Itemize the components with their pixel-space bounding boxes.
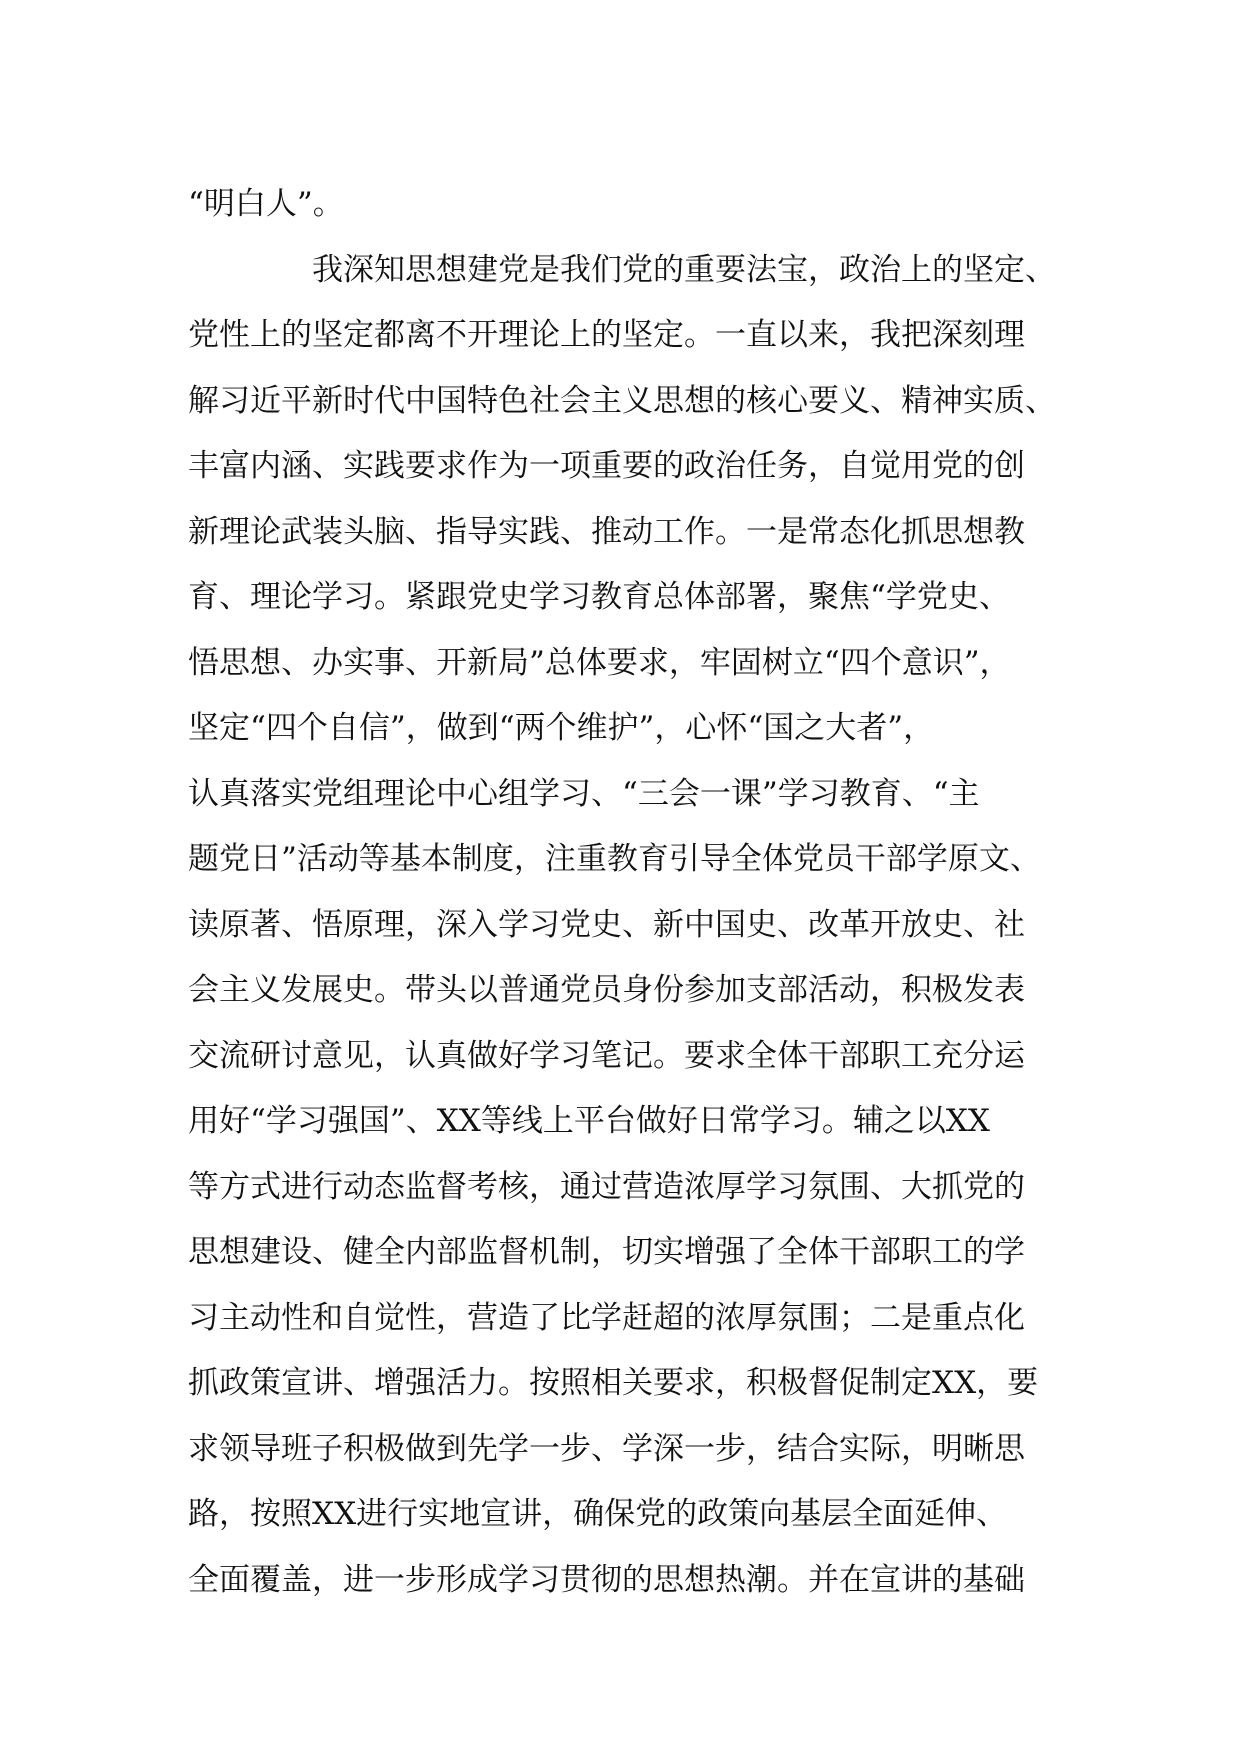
text-line: 题党日”活动等基本制度，注重教育引导全体党员干部学原文、 <box>188 841 1041 877</box>
text-line: “明白人”。 <box>188 186 344 222</box>
text-line: 坚定“四个自信”，做到“两个维护”，心怀“国之大者”， <box>188 710 935 746</box>
text-line: 抓政策宣讲、增强活力。按照相关要求，积极督促制定XX，要 <box>188 1365 1039 1401</box>
text-line: 交流研讨意见，认真做好学习笔记。要求全体干部职工充分运 <box>188 1037 1025 1074</box>
text-line: 全面覆盖，进一步形成学习贯彻的思想热潮。并在宣讲的基础 <box>188 1561 1025 1598</box>
text-line: 思想建设、健全内部监督机制，切实增强了全体干部职工的学 <box>188 1234 1025 1270</box>
text-line: 路，按照XX进行实地宣讲，确保党的政策向基层全面延伸、 <box>188 1496 1008 1532</box>
text-line: 新理论武装头脑、指导实践、推动工作。一是常态化抓思想教 <box>188 513 1025 550</box>
text-line: 认真落实党组理论中心组学习、“三会一课”学习教育、“主 <box>188 775 980 812</box>
text-line: 读原著、悟原理，深入学习党史、新中国史、改革开放史、社 <box>188 906 1025 943</box>
text-line: 解习近平新时代中国特色社会主义思想的核心要义、精神实质、 <box>188 382 1056 419</box>
text-line: 育、理论学习。紧跟党史学习教育总体部署，聚焦“学党史、 <box>188 579 1010 615</box>
text-line: 用好“学习强国”、XX等线上平台做好日常学习。辅之以XX <box>188 1103 990 1139</box>
text-line: 习主动性和自觉性，营造了比学赶超的浓厚氛围；二是重点化 <box>188 1299 1025 1336</box>
text-line: 会主义发展史。带头以普通党员身份参加支部活动，积极发表 <box>188 972 1025 1008</box>
paragraph-first-line: 我深知思想建党是我们党的重要法宝，政治上的坚定、 <box>312 251 1056 288</box>
text-line: 悟思想、办实事、开新局”总体要求，牢固树立“四个意识”， <box>188 644 1011 681</box>
text-line: 求领导班子积极做到先学一步、学深一步，结合实际，明晰思 <box>188 1430 1025 1467</box>
text-line: 等方式进行动态监督考核，通过营造浓厚学习氛围、大抓党的 <box>188 1168 1025 1205</box>
text-line: 党性上的坚定都离不开理论上的坚定。一直以来，我把深刻理 <box>188 317 1025 353</box>
text-line: 丰富内涵、实践要求作为一项重要的政治任务，自觉用党的创 <box>188 448 1025 484</box>
body-text <box>188 172 1068 1613</box>
